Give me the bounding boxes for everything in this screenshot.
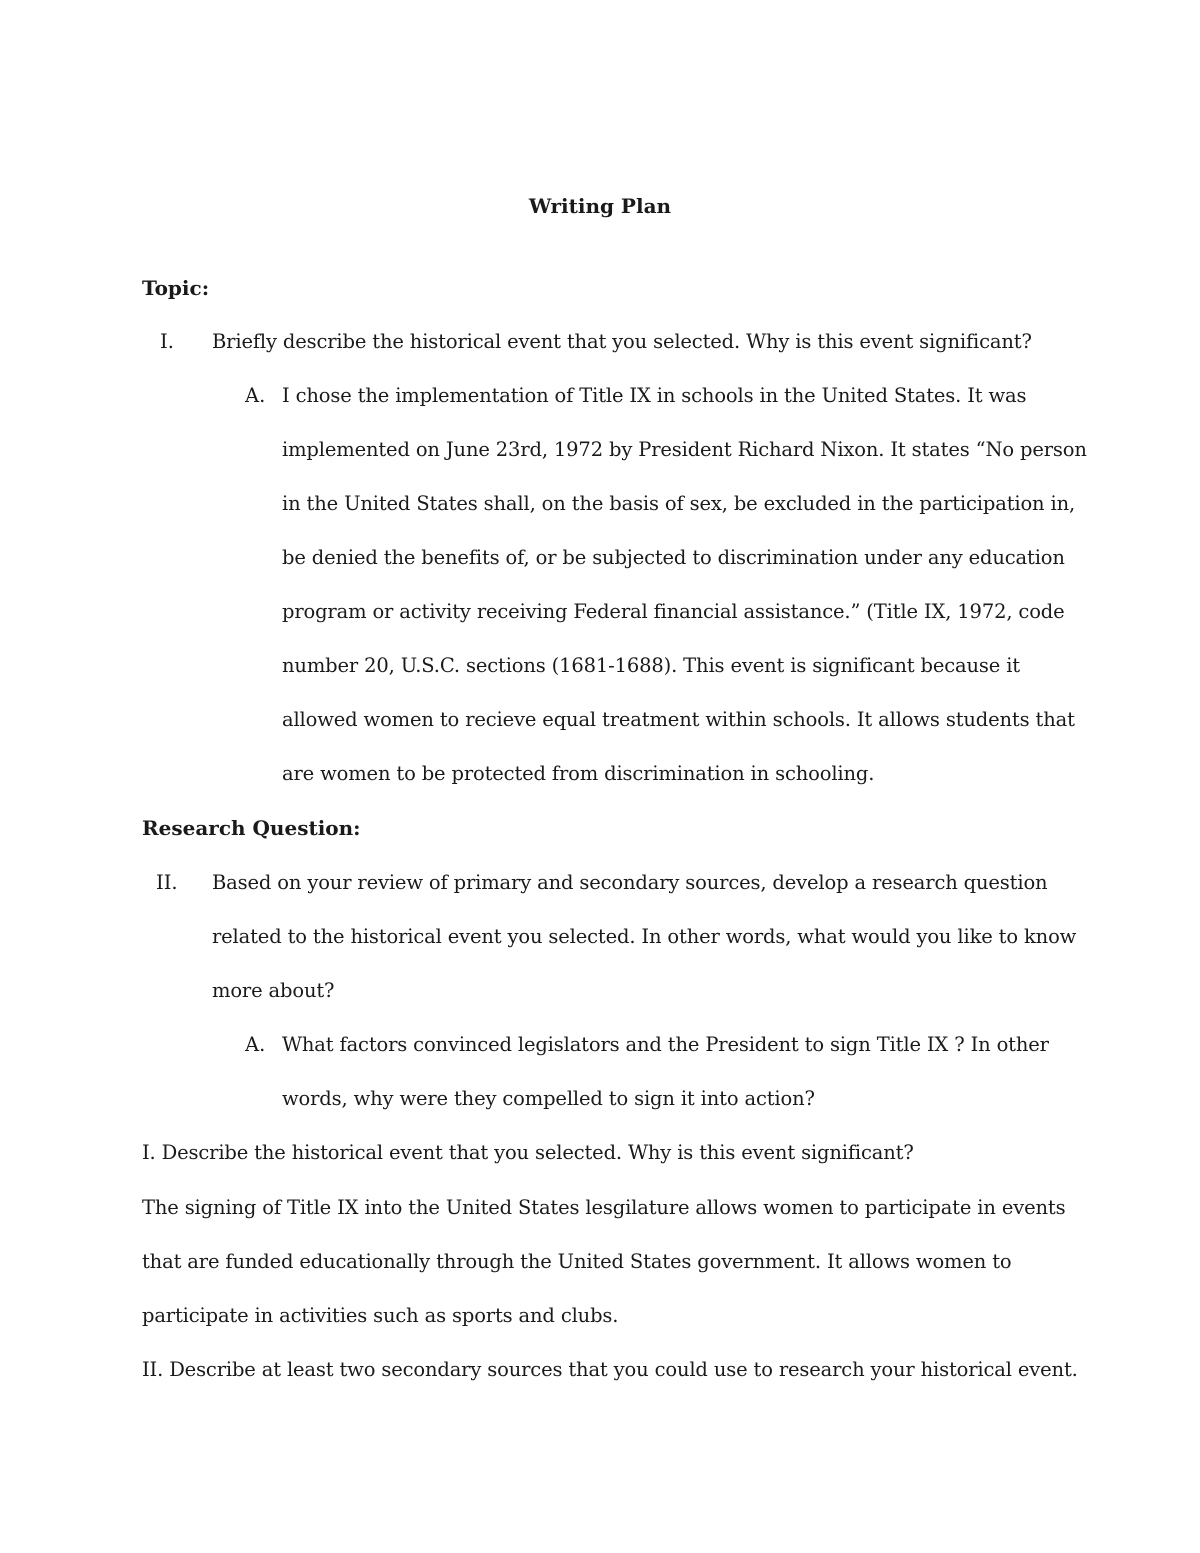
topic-answer-line: in the United States shall, on the basis of sex, be excluded in the participation in, bbox=[282, 492, 1076, 515]
research-prompt-line: related to the historical event you selected. In other words, what would you like to know bbox=[212, 925, 1077, 948]
topic-answer-line: implemented on June 23rd, 1972 by President Richard Nixon. It states “No person bbox=[282, 438, 1087, 461]
topic-answer-line: I chose the implementation of Title IX in schools in the United States. It was bbox=[282, 384, 1027, 407]
topic-answer-line: program or activity receiving Federal financial assistance.” (Title IX, 1972, code bbox=[282, 600, 1065, 623]
research-answer-line: What factors convinced legislators and the President to sign Title IX ? In other bbox=[282, 1033, 1049, 1056]
topic-answer-line: are women to be protected from discrimination in schooling. bbox=[282, 762, 875, 785]
section-two-heading: II. Describe at least two secondary sources that you could use to research your historical event. bbox=[142, 1358, 1078, 1381]
topic-item-marker: I. bbox=[160, 330, 174, 353]
topic-answer-marker: A. bbox=[245, 384, 266, 407]
research-answer-marker: A. bbox=[245, 1033, 266, 1056]
research-heading: Research Question: bbox=[142, 816, 361, 840]
topic-item-prompt: Briefly describe the historical event that you selected. Why is this event significant? bbox=[212, 330, 1032, 353]
topic-heading: Topic: bbox=[142, 276, 210, 300]
topic-answer-line: number 20, U.S.C. sections (1681-1688). This event is significant because it bbox=[282, 654, 1020, 677]
research-answer-line: words, why were they compelled to sign it into action? bbox=[282, 1087, 815, 1110]
section-one-body-line: that are funded educationally through the United States government. It allows women to bbox=[142, 1250, 1012, 1273]
section-one-body-line: The signing of Title IX into the United States lesgilature allows women to participate in events bbox=[142, 1196, 1066, 1219]
research-prompt-line: more about? bbox=[212, 979, 335, 1002]
research-prompt-line: Based on your review of primary and secondary sources, develop a research question bbox=[212, 871, 1048, 894]
topic-answer-line: allowed women to recieve equal treatment within schools. It allows students that bbox=[282, 708, 1075, 731]
topic-answer-line: be denied the benefits of, or be subjected to discrimination under any education bbox=[282, 546, 1065, 569]
section-one-body-line: participate in activities such as sports and clubs. bbox=[142, 1304, 619, 1327]
section-one-heading: I. Describe the historical event that you selected. Why is this event significant? bbox=[142, 1141, 914, 1164]
document-title: Writing Plan bbox=[528, 194, 672, 218]
research-item-marker: II. bbox=[156, 871, 178, 894]
